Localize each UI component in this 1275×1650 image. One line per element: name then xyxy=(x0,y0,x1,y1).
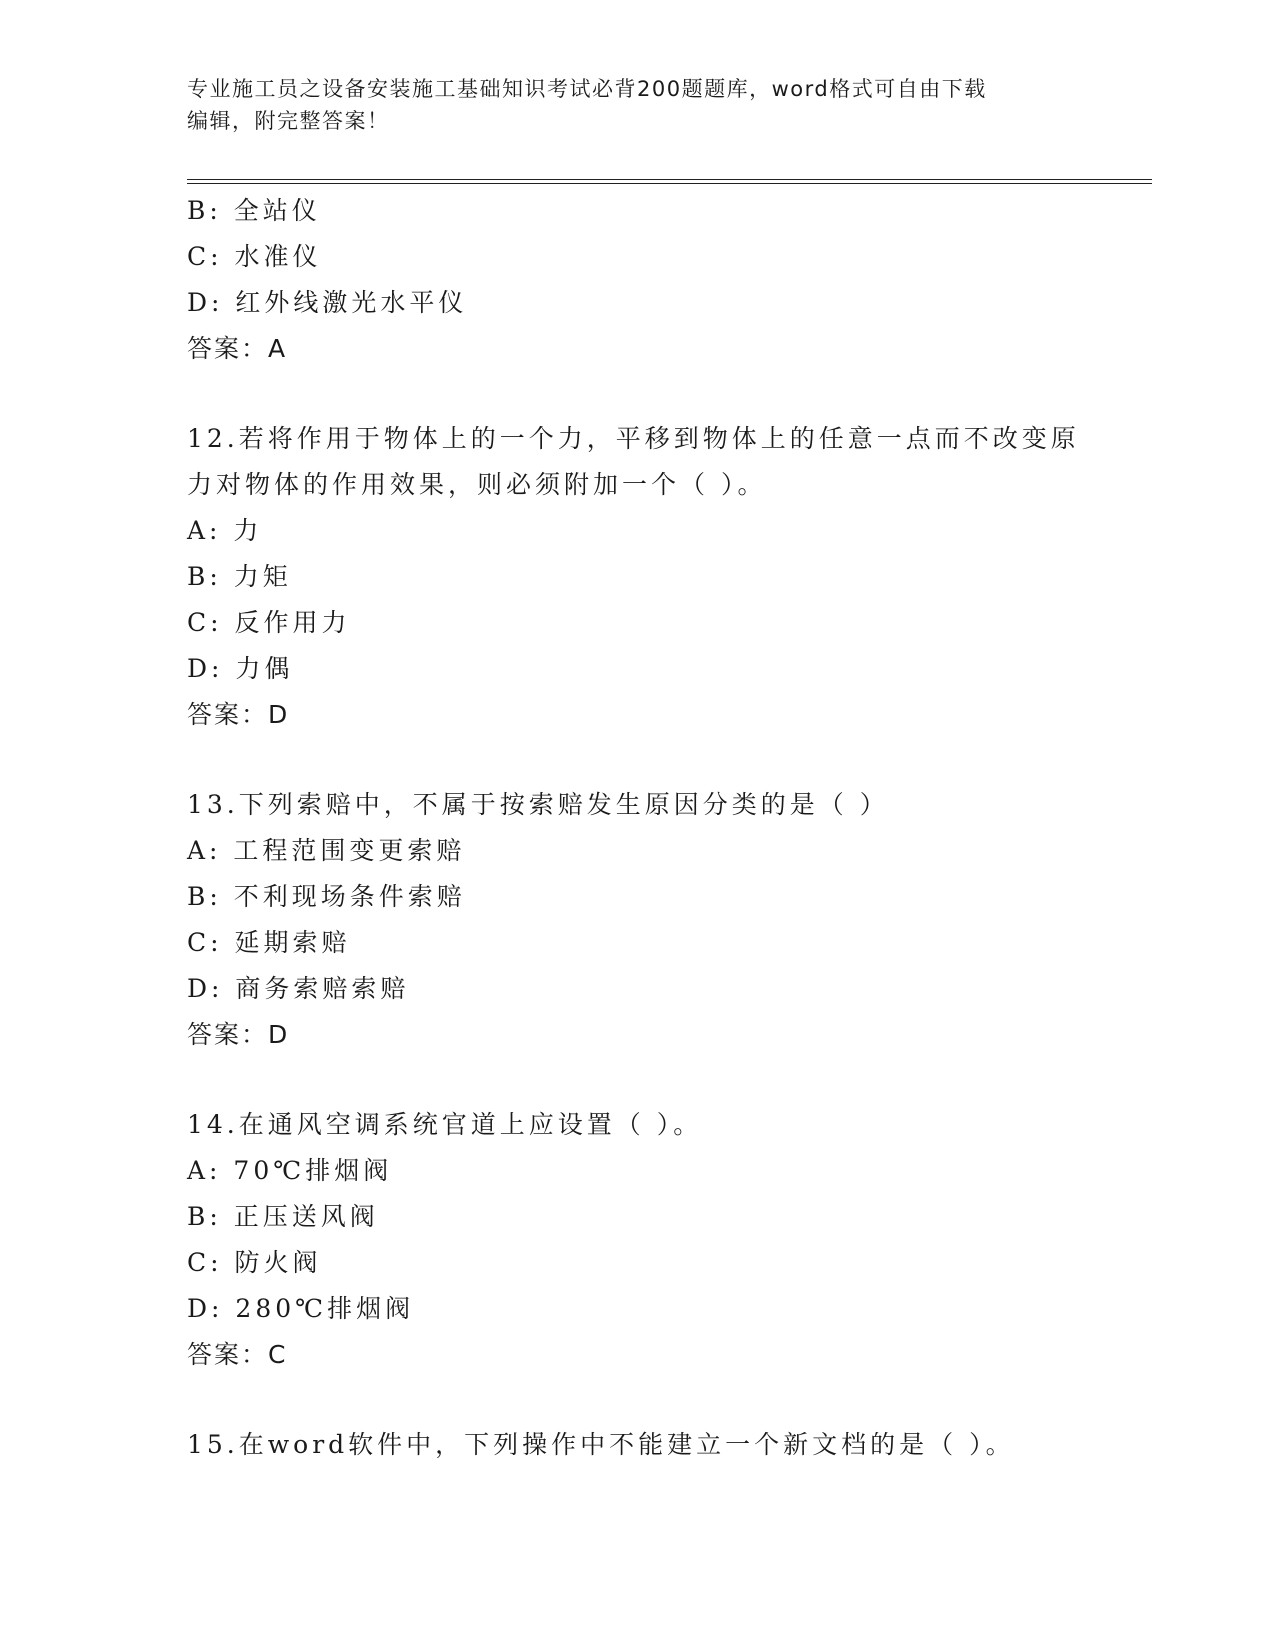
question-text-line-1: 14.在通风空调系统官道上应设置（ ）。 xyxy=(187,1110,703,1139)
question-content xyxy=(187,188,1147,1468)
answer-line: 答案：A xyxy=(187,334,288,363)
answer-line: 答案：D xyxy=(187,700,290,729)
question-text-line-2: 力对物体的作用效果，则必须附加一个（ ）。 xyxy=(187,470,767,499)
header-title-line-1: 专业施工员之设备安装施工基础知识考试必背200题题库，word格式可自由下载 xyxy=(187,77,987,101)
answer-line: 答案：C xyxy=(187,1340,288,1369)
spacer xyxy=(187,1058,1147,1102)
question-text-line-1: 12.若将作用于物体上的一个力，平移到物体上的任意一点而不改变原 xyxy=(187,424,1080,453)
spacer xyxy=(187,738,1147,782)
option-b: B: 正压送风阀 xyxy=(187,1202,379,1231)
option-d: D: 280℃排烟阀 xyxy=(187,1294,415,1323)
option-c: C: 反作用力 xyxy=(187,608,351,637)
spacer xyxy=(187,1378,1147,1422)
question-14 xyxy=(187,1102,1147,1378)
header-rule-top xyxy=(187,179,1152,180)
option-c: C: 延期索赔 xyxy=(187,928,351,957)
question-text-line-1: 15.在word软件中，下列操作中不能建立一个新文档的是（ ）。 xyxy=(187,1430,1015,1459)
option-a: A: 70℃排烟阀 xyxy=(187,1156,393,1185)
option-b: B: 不利现场条件索赔 xyxy=(187,882,466,911)
option-d: D: 力偶 xyxy=(187,654,294,683)
option-c: C: 防火阀 xyxy=(187,1248,322,1277)
document-header xyxy=(187,73,1087,137)
spacer xyxy=(187,372,1147,416)
option-d: D: 商务索赔索赔 xyxy=(187,974,410,1003)
answer-line: 答案：D xyxy=(187,1020,290,1049)
header-title-line-2: 编辑，附完整答案！ xyxy=(187,109,390,133)
question-text-line-1: 13.下列索赔中，不属于按索赔发生原因分类的是（ ） xyxy=(187,790,889,819)
option-a: A: 力 xyxy=(187,516,263,545)
option-b: B: 力矩 xyxy=(187,562,292,591)
question-13 xyxy=(187,782,1147,1058)
question-12 xyxy=(187,416,1147,738)
option-a: A: 工程范围变更索赔 xyxy=(187,836,466,865)
option-b: B: 全站仪 xyxy=(187,196,321,225)
option-c: C: 水准仪 xyxy=(187,242,322,271)
question-15 xyxy=(187,1422,1147,1468)
header-rule-bottom xyxy=(187,183,1152,184)
question-11-tail xyxy=(187,188,1147,372)
option-d: D: 红外线激光水平仪 xyxy=(187,288,468,317)
